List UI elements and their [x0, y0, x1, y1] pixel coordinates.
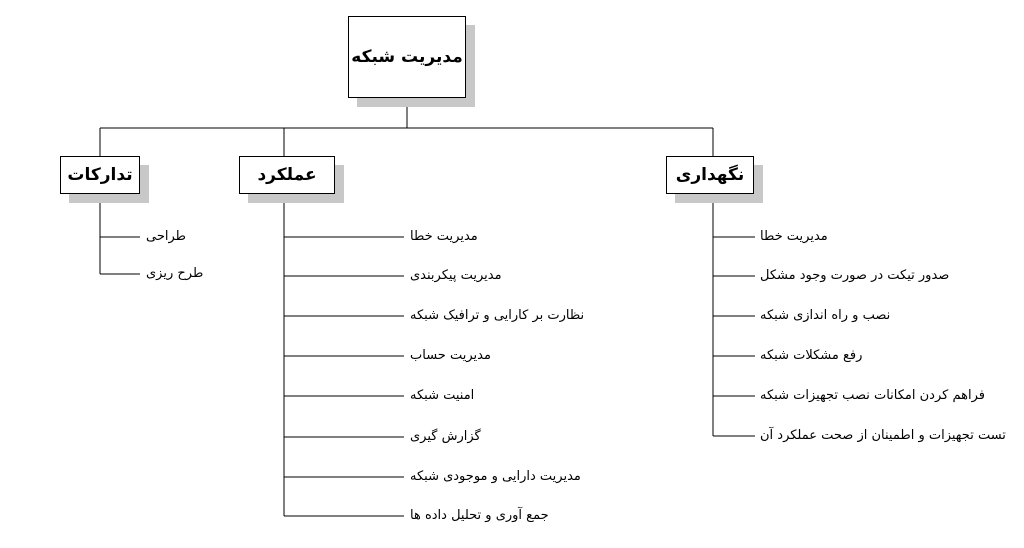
maintenance-item: رفع مشکلات شبکه [760, 348, 863, 363]
maintenance-item: نصب و راه اندازی شبکه [760, 308, 891, 323]
logistics-item: طرح ریزی [146, 266, 204, 281]
performance-item: مدیریت دارایی و موجودی شبکه [410, 469, 581, 484]
category-performance [239, 156, 335, 194]
performance-item: گزارش گیری [410, 429, 481, 444]
performance-item: مدیریت حساب [410, 348, 491, 363]
performance-item: جمع آوری و تحلیل داده ها [410, 508, 549, 523]
maintenance-item: مدیریت خطا [760, 229, 828, 244]
category-logistics-label: تدارکات [67, 165, 133, 185]
performance-item: امنیت شبکه [410, 388, 475, 403]
root-node-network-management [348, 16, 466, 98]
maintenance-item: صدور تیکت در صورت وجود مشکل [760, 268, 950, 283]
performance-item: مدیریت خطا [410, 229, 478, 244]
performance-item: مدیریت پیکربندی [410, 268, 502, 283]
maintenance-item: تست تجهیزات و اطمینان از صحت عملکرد آن [760, 428, 1006, 443]
category-maintenance [666, 156, 754, 194]
maintenance-item: فراهم کردن امکانات نصب تجهیزات شبکه [760, 388, 985, 403]
logistics-item: طراحی [146, 229, 187, 244]
performance-item: نظارت بر کارایی و ترافیک شبکه [410, 308, 585, 323]
category-performance-label: عملکرد [257, 165, 317, 185]
category-logistics [60, 156, 140, 194]
root-node-label: مدیریت شبکه [351, 47, 463, 67]
category-maintenance-label: نگهداری [675, 165, 745, 185]
